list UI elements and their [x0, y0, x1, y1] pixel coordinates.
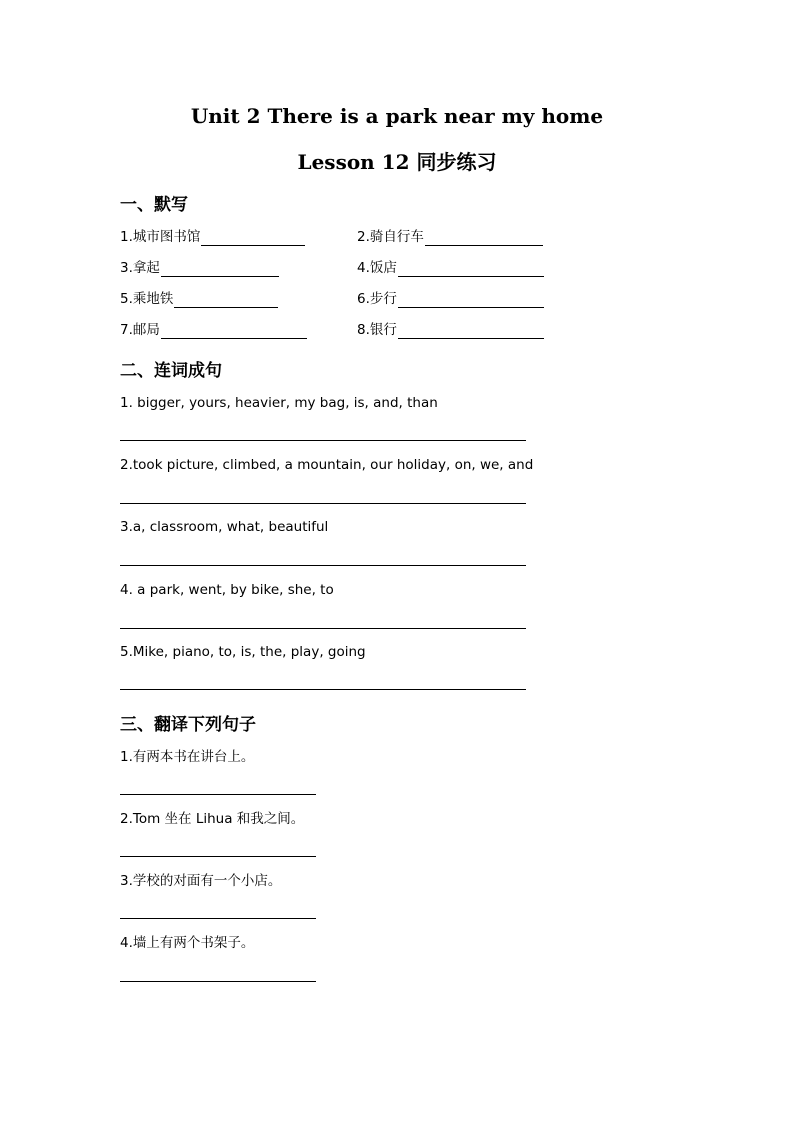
answer-line[interactable]: [120, 689, 526, 690]
translation-prompt: 3.学校的对面有一个小店。: [120, 873, 282, 889]
dictation-label: 5.乘地铁: [120, 291, 174, 307]
answer-blank[interactable]: [161, 262, 279, 277]
answer-line[interactable]: [120, 628, 526, 629]
translation-prompt: 1.有两本书在讲台上。: [120, 749, 255, 765]
translation-prompt: 4.墙上有两个书架子。: [120, 935, 255, 951]
dictation-label: 3.拿起: [120, 260, 160, 276]
answer-blank[interactable]: [398, 293, 544, 308]
sentence-prompt: 5.Mike, piano, to, is, the, play, going: [120, 644, 366, 660]
page-subtitle: Lesson 12 同步练习: [297, 150, 497, 174]
dictation-item: [120, 259, 279, 277]
dictation-item: [357, 321, 544, 339]
dictation-item: [357, 259, 544, 277]
dictation-label: 6.步行: [357, 291, 397, 307]
sentence-prompt: 2.took picture, climbed, a mountain, our holiday, on, we, and: [120, 457, 534, 473]
answer-line[interactable]: [120, 794, 316, 795]
answer-line[interactable]: [120, 918, 316, 919]
dictation-label: 4.饭店: [357, 260, 397, 276]
dictation-label: 1.城市图书馆: [120, 229, 201, 245]
dictation-item: [120, 228, 305, 246]
answer-line[interactable]: [120, 981, 316, 982]
translation-prompt: 2.Tom 坐在 Lihua 和我之间。: [120, 811, 305, 827]
section-heading-dictation: 一、默写: [120, 195, 188, 215]
page-title: Unit 2 There is a park near my home: [190, 104, 604, 128]
dictation-item: [120, 321, 307, 339]
section-heading-sentence-building: 二、连词成句: [120, 361, 222, 381]
answer-blank[interactable]: [201, 231, 305, 246]
answer-blank[interactable]: [398, 324, 544, 339]
dictation-item: [357, 228, 543, 246]
dictation-item: [357, 290, 544, 308]
sentence-prompt: 4. a park, went, by bike, she, to: [120, 582, 334, 598]
answer-line[interactable]: [120, 856, 316, 857]
dictation-label: 8.银行: [357, 322, 397, 338]
sentence-prompt: 1. bigger, yours, heavier, my bag, is, and, than: [120, 395, 438, 411]
answer-line[interactable]: [120, 440, 526, 441]
answer-blank[interactable]: [398, 262, 544, 277]
dictation-label: 7.邮局: [120, 322, 160, 338]
answer-blank[interactable]: [174, 293, 278, 308]
answer-line[interactable]: [120, 565, 526, 566]
section-heading-translation: 三、翻译下列句子: [120, 715, 256, 735]
dictation-label: 2.骑自行车: [357, 229, 424, 245]
answer-blank[interactable]: [425, 231, 543, 246]
answer-line[interactable]: [120, 503, 526, 504]
dictation-item: [120, 290, 278, 308]
sentence-prompt: 3.a, classroom, what, beautiful: [120, 519, 329, 535]
answer-blank[interactable]: [161, 324, 307, 339]
